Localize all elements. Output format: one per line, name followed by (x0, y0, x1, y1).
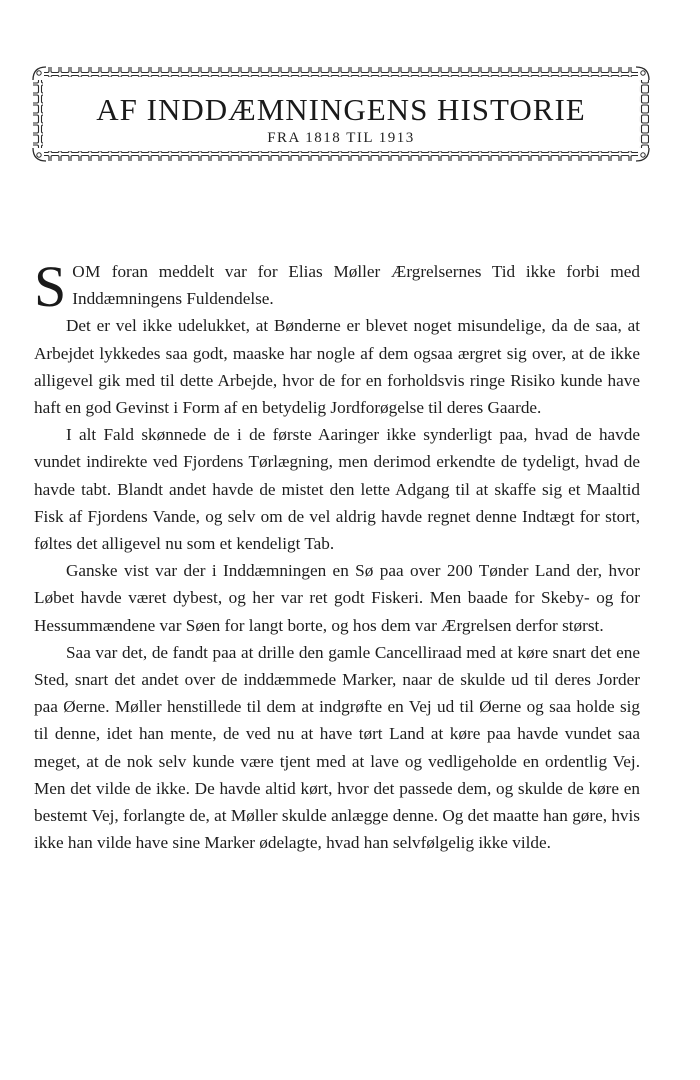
paragraph: Ganske vist var der i Inddæmningen en Sø paa over 200 Tønder Land der, hvor Løbet havde været dybest, og her var ret godt Fiskeri. Men baade for Skeby- og for Hessummændene var Søen for langt borte, og hos dem var Ærgrelsen derfor størst. (34, 561, 640, 635)
body-text (34, 254, 640, 856)
paragraph-text: foran meddelt var for Elias Møller Ærgrelsernes Tid ikke forbi med Inddæmningens Fuldendelse. (72, 262, 640, 309)
header-frame (30, 64, 652, 164)
chapter-title: AF INDDÆMNINGENS HISTORIE (96, 92, 586, 127)
first-word-rest: OM (72, 262, 101, 281)
chapter-subtitle: FRA 1818 TIL 1913 (267, 130, 415, 146)
drop-cap: S (34, 254, 67, 319)
paragraph: Saa var det, de fandt paa at drille den gamle Cancelliraad med at køre snart det ene Sted, snart det andet over de inddæmmede Marker, naar de skulde ud til deres Jorder paa Øerne. Møller henstillede til dem at indgrøfte en Vej ud til Øerne og saa holde sig til denne, idet han mente, de ved nu at have tørt Land at køre paa havde vundet saa meget, at de nok selv kunde være tjent med at lave og vedligeholde en ordentlig Vej. Men det vilde de ikke. De havde altid kørt, hvor det passede dem, og skulde de køre en bestemt Vej, forlangte de, at Møller skulde anlægge denne. Og det maatte han gøre, hvis ikke han vilde have sine Marker ødelagte, hvad han selvfølgelig ikke vilde. (34, 642, 640, 853)
paragraph: Det er vel ikke udelukket, at Bønderne er blevet noget misundelige, da de saa, at Arbejdet lykkedes saa godt, maaske har nogle af dem ogsaa ærgret sig over, at de ikke alligevel gik med til dette Arbejde, hvor de for en forholdsvis ringe Risiko kunde have haft en god Gevinst i Form af en betydelig Jordforøgelse til deres Gaarde. (34, 316, 640, 418)
paragraph (34, 254, 640, 319)
paragraph: I alt Fald skønnede de i de første Aaringer ikke synderligt paa, hvad de havde vundet indirekte ved Fjordens Tørlægning, men derimod erkendte de tydeligt, hvad de havde tabt. Blandt andet havde de mistet den lette Adgang til at skaffe sig et Maaltid Fisk af Fjordens Vande, og selv om de vel aldrig havde regnet denne Indtægt for stort, føltes det alligevel nu som et kendeligt Tab. (34, 425, 640, 554)
